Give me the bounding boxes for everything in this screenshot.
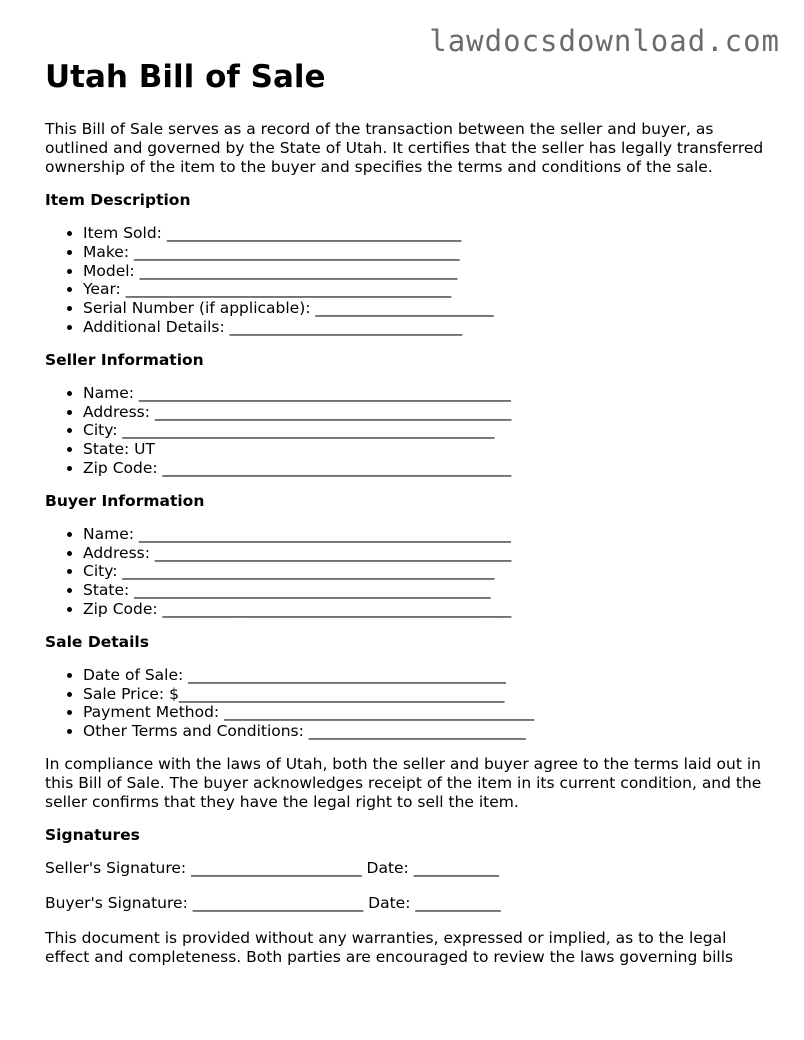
seller-city-field: • City: ________________________________________________ [83, 421, 765, 440]
sale-price-field: • Sale Price: $__________________________________________ [83, 685, 765, 704]
document-body [45, 52, 765, 981]
date-of-sale-field: • Date of Sale: _________________________________________ [83, 666, 765, 685]
item-description-list [45, 224, 765, 337]
buyer-zip-field: • Zip Code: _____________________________________________ [83, 600, 765, 619]
page-title: Utah Bill of Sale [45, 59, 326, 95]
buyer-name-field: • Name: ________________________________________________ [83, 525, 765, 544]
buyer-state-field: • State: ______________________________________________ [83, 581, 765, 600]
sale-details-list [45, 666, 765, 741]
buyer-signature-line: Buyer's Signature: ______________________ Date: ___________ [45, 893, 501, 912]
buyer-information-list [45, 525, 765, 619]
compliance-paragraph: In compliance with the laws of Utah, both the seller and buyer agree to the terms laid out in this Bill of Sale. The buyer acknowledges receipt of the item in its current condition, and the seller confirms that they have the legal right to sell the item. [45, 754, 762, 811]
item-description-heading: Item Description [45, 191, 191, 209]
year-field: • Year: __________________________________________ [83, 280, 765, 299]
seller-zip-field: • Zip Code: _____________________________________________ [83, 459, 765, 478]
buyer-information-heading: Buyer Information [45, 491, 205, 510]
seller-signature-line: Seller's Signature: ______________________ Date: ___________ [45, 858, 499, 877]
disclaimer-paragraph: This document is provided without any warranties, expressed or implied, as to the legal effect and completeness. Both parties are encouraged to review the laws governing bills [45, 928, 734, 966]
sale-details-heading: Sale Details [45, 632, 149, 651]
seller-information-list [45, 384, 765, 478]
intro-paragraph: This Bill of Sale serves as a record of the transaction between the seller and buyer, as outlined and governed by the State of Utah. It certifies that the seller has legally transferred ownership of the item to the buyer and specifies the terms and conditions of the sale. [45, 120, 764, 176]
additional-details-field: • Additional Details: ______________________________ [83, 318, 765, 337]
seller-state-field: • State: UT [83, 440, 765, 459]
make-field: • Make: __________________________________________ [83, 243, 765, 262]
buyer-address-field: • Address: ______________________________________________ [83, 544, 765, 563]
model-field: • Model: _________________________________________ [83, 262, 765, 281]
seller-name-field: • Name: ________________________________________________ [83, 384, 765, 403]
seller-information-heading: Seller Information [45, 350, 204, 369]
payment-method-field: • Payment Method: ________________________________________ [83, 703, 765, 722]
buyer-city-field: • City: ________________________________________________ [83, 562, 765, 581]
watermark: lawdocsdownload.com [429, 24, 780, 58]
seller-address-field: • Address: ______________________________________________ [83, 403, 765, 422]
other-terms-field: • Other Terms and Conditions: ____________________________ [83, 722, 765, 741]
signatures-heading: Signatures [45, 825, 140, 844]
serial-number-field: • Serial Number (if applicable): _______________________ [83, 299, 765, 318]
item-sold-field: • Item Sold: ______________________________________ [83, 224, 765, 243]
